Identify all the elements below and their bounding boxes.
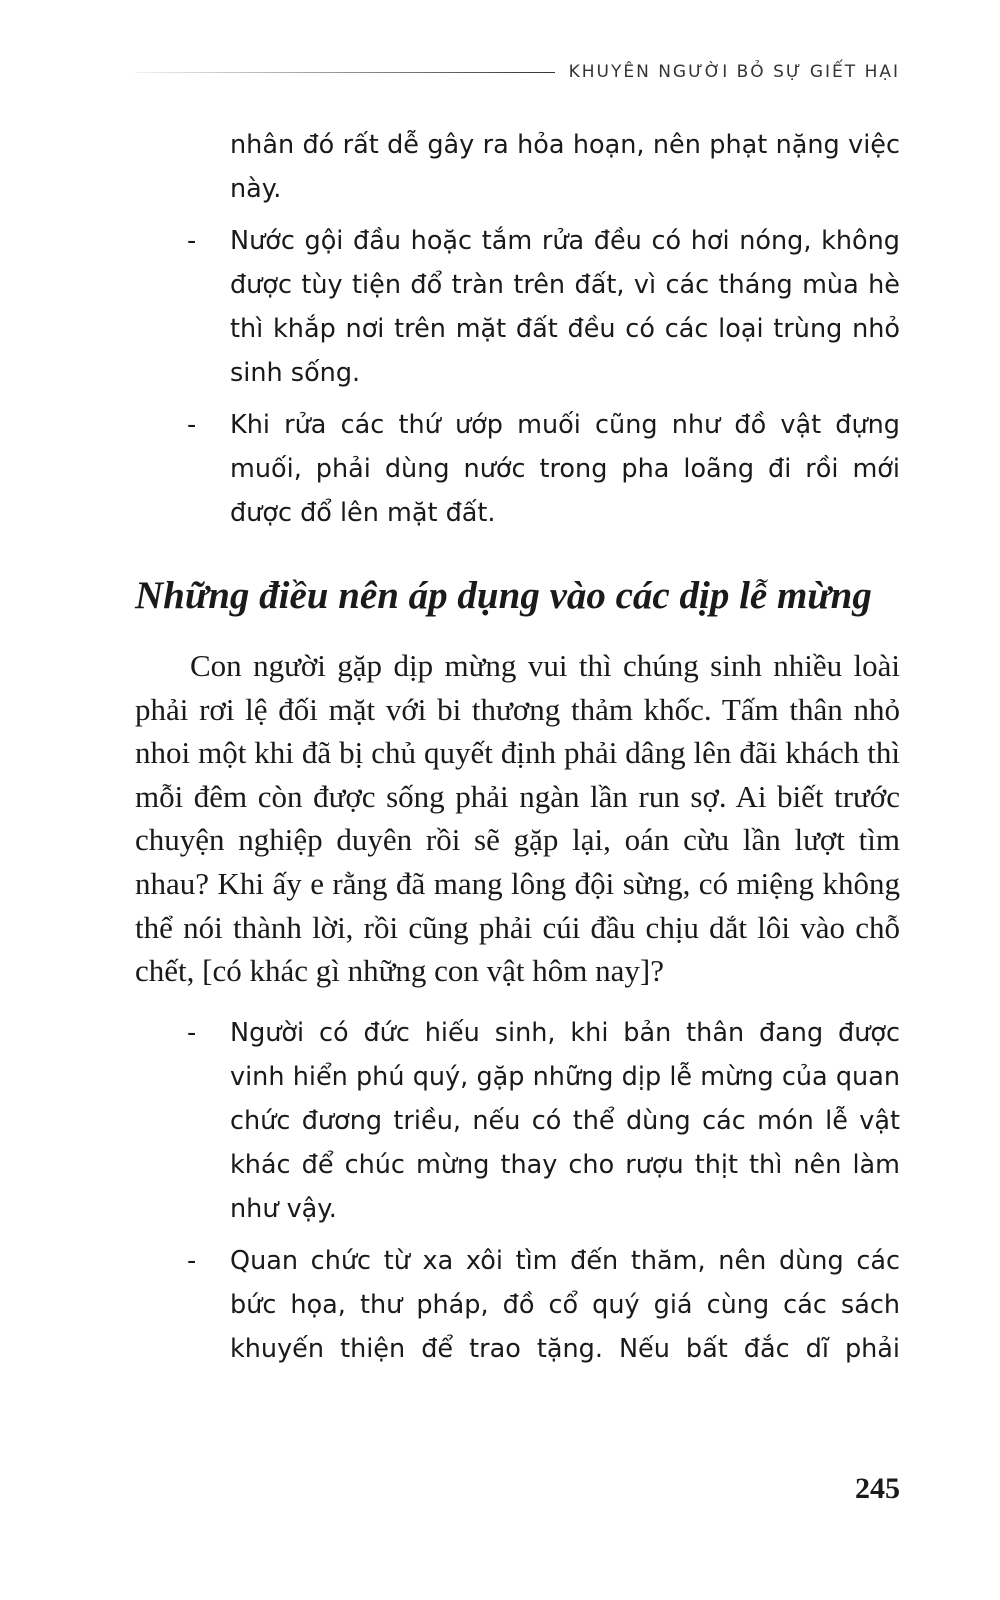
header-rule (135, 72, 555, 73)
bullet-dash: - (187, 1017, 197, 1048)
list-item (135, 1239, 900, 1371)
bullet-dash: - (187, 410, 197, 440)
running-title: KHUYÊN NGƯỜI BỎ SỰ GIẾT HẠI (568, 62, 900, 82)
bullet-dash: - (187, 1245, 197, 1276)
list-item-text: Người có đức hiếu sinh, khi bản thân đang được vinh hiển phú quý, gặp những dịp lễ mừng của quan chức đương triều, nếu có thể dùng các món lễ vật khác để chúc mừng thay cho rượu thịt thì nên làm như vậy. (230, 1017, 900, 1224)
list-item (135, 219, 900, 395)
section-heading: Những điều nên áp dụng vào các dịp lễ mừng (135, 574, 872, 617)
list-item-text: Nước gội đầu hoặc tắm rửa đều có hơi nóng, không được tùy tiện đổ tràn trên đất, vì các tháng mùa hè thì khắp nơi trên mặt đất đều có các loại trùng nhỏ sinh sống. (230, 226, 900, 388)
list-item (135, 1011, 900, 1231)
list-item-text: Khi rửa các thứ ướp muối cũng như đồ vật đựng muối, phải dùng nước trong pha loãng đi rồi mới được đổ lên mặt đất. (230, 410, 900, 528)
top-block (135, 123, 900, 535)
list-item (135, 403, 900, 535)
continuation-paragraph: nhân đó rất dễ gây ra hỏa hoạn, nên phạt nặng việc này. (230, 130, 900, 204)
page-number: 245 (855, 1472, 900, 1505)
running-header (135, 60, 900, 84)
bullet-dash: - (187, 226, 197, 256)
section (135, 572, 900, 1371)
section-paragraph: Con người gặp dịp mừng vui thì chúng sinh nhiều loài phải rơi lệ đối mặt với bi thương thảm khốc. Tấm thân nhỏ nhoi một khi đã bị chủ quyết định phải dâng lên đãi khách thì mỗi đêm còn được sống phải ngàn lần run sợ. Ai biết trước chuyện nghiệp duyên rồi sẽ gặp lại, oán cừu lần lượt tìm nhau? Khi ấy e rằng đã mang lông đội sừng, có miệng không thể nói thành lời, rồi cũng phải cúi đầu chịu dắt lôi vào chỗ chết, [có khác gì những con vật hôm nay]? (135, 648, 900, 989)
list-item-text: Quan chức từ xa xôi tìm đến thăm, nên dùng các bức họa, thư pháp, đồ cổ quý giá cùng các sách khuyến thiện để trao tặng. Nếu bất đắc dĩ phải (230, 1245, 900, 1364)
